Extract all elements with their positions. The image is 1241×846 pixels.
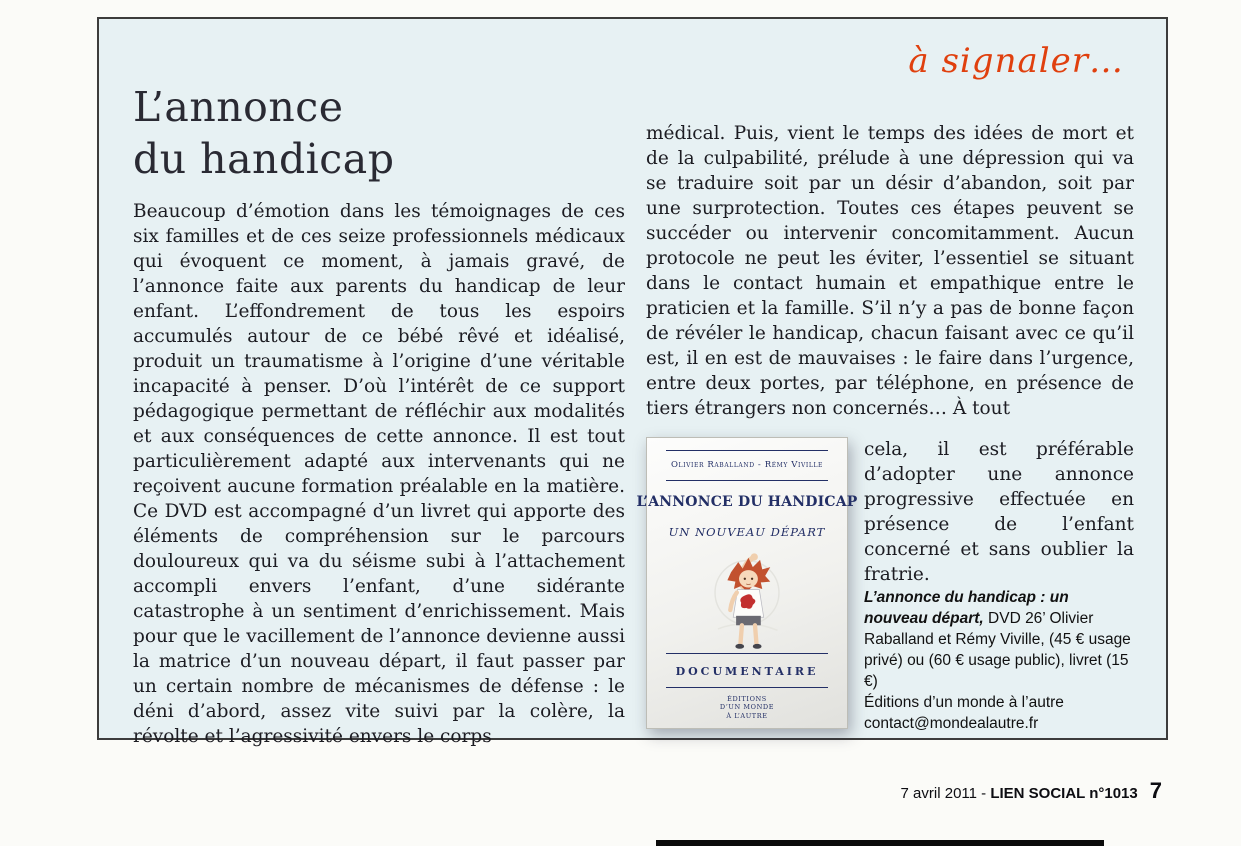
caption-details: DVD 26’ Olivier Raballand et Rémy Viville, (45 € usage privé) ou (60 € usage public), livret (15 €) (864, 610, 1131, 690)
article-title-line1: L’annonce (133, 83, 344, 131)
caption-email: contact@mondealautre.fr (864, 715, 1039, 732)
girl-illustration (686, 549, 808, 651)
dvd-cover-title: L’ANNONCE DU HANDICAP (636, 494, 858, 510)
caption-title: L’annonce du handicap : un nouveau départ, (864, 589, 1069, 627)
dvd-caption (864, 587, 1134, 734)
publisher-line2: D’UN MONDE (719, 703, 775, 712)
dvd-cover-authors: Olivier Raballand - Rémy Viville (670, 460, 824, 470)
publisher-line1: ÉDITIONS (727, 694, 767, 703)
article-box (97, 17, 1168, 747)
footer-issue: LIEN SOCIAL n°1013 (990, 785, 1138, 802)
left-column (133, 199, 625, 749)
article-title-line2: du handicap (133, 135, 395, 184)
dvd-cover-subtitle: UN NOUVEAU DÉPART (668, 525, 826, 539)
dvd-section (636, 437, 1134, 734)
scan-artifact-bar (656, 840, 1104, 846)
article-paragraph-left: Beaucoup d’émotion dans les témoignages de ces six familles et de ces seize professionnels médicaux qui évoquent ce moment, à jamais gravé, de l’annonce faite aux parents du handicap de leur enfant. L’effondrement de tous les espoirs accumulés autour de ce bébé rêvé et idéalisé, produit un traumatisme à l’origine d’une véritable incapacité à penser. D’où l’intérêt de ce support pédagogique permettant de réfléchir aux modalités et aux conséquences de cette annonce. Il est tout particulièrement adapté aux intervenants qui ne reçoivent aucune formation préalable en la matière. Ce DVD est accompagné d’un livret qui apporte des éléments de compréhension sur le parcours douloureux qui va du séisme subi à l’attachement accompli envers l’enfant, d’une sidérante catastrophe à un sentiment d’enrichissement. Mais pour que le vacillement de l’annonce devienne aussi la matrice d’un nouveau départ, il faut passer par un certain nombre de mécanismes de défense : le déni d’abord, assez vite suivi par la colère, la révolte et l’agressivité envers le corps (133, 201, 625, 747)
cover-rule-authors (666, 480, 828, 481)
caption-publisher: Éditions d’un monde à l’autre (864, 694, 1064, 711)
section-flag: à signaler… (908, 41, 1124, 81)
dvd-cover-genre: DOCUMENTAIRE (675, 664, 819, 678)
article-paragraph-right-2: cela, il est préférable d’adopter une annonce progressive effectuée en présence de l’enfant concerné et sans oublier la fratrie. (864, 439, 1134, 585)
article-title (133, 81, 394, 186)
page-number: 7 (1149, 778, 1162, 803)
dvd-cover-genre-band (666, 653, 828, 688)
dvd-cover-publisher-logo (720, 695, 774, 720)
article-paragraph-right-1: médical. Puis, vient le temps des idées de mort et de la culpabilité, prélude à une dépression qui va se traduire soit par un désir d’abandon, soit par une surprotection. Toutes ces étapes peuvent se succéder ou intervenir concomitamment. Aucun protocole ne peut les éviter, l’essentiel se situant dans le contact humain et empathique entre le praticien et la famille. S’il n’y a pas de bonne façon de révéler le handicap, chacun faisant avec ce qu’il est, il en est de mauvaises : le faire dans l’urgence, entre deux portes, par téléphone, en présence de tiers étrangers non concernés… À tout (646, 123, 1134, 419)
right-column (636, 121, 1134, 734)
right-sub-column (864, 437, 1134, 734)
footer-date-issue (901, 785, 1138, 802)
publisher-line3: À L’AUTRE (726, 711, 768, 720)
footer-date: 7 avril 2011 - (900, 785, 991, 802)
dvd-case (636, 437, 858, 729)
page-footer (0, 778, 1162, 804)
dvd-cover (636, 437, 858, 734)
